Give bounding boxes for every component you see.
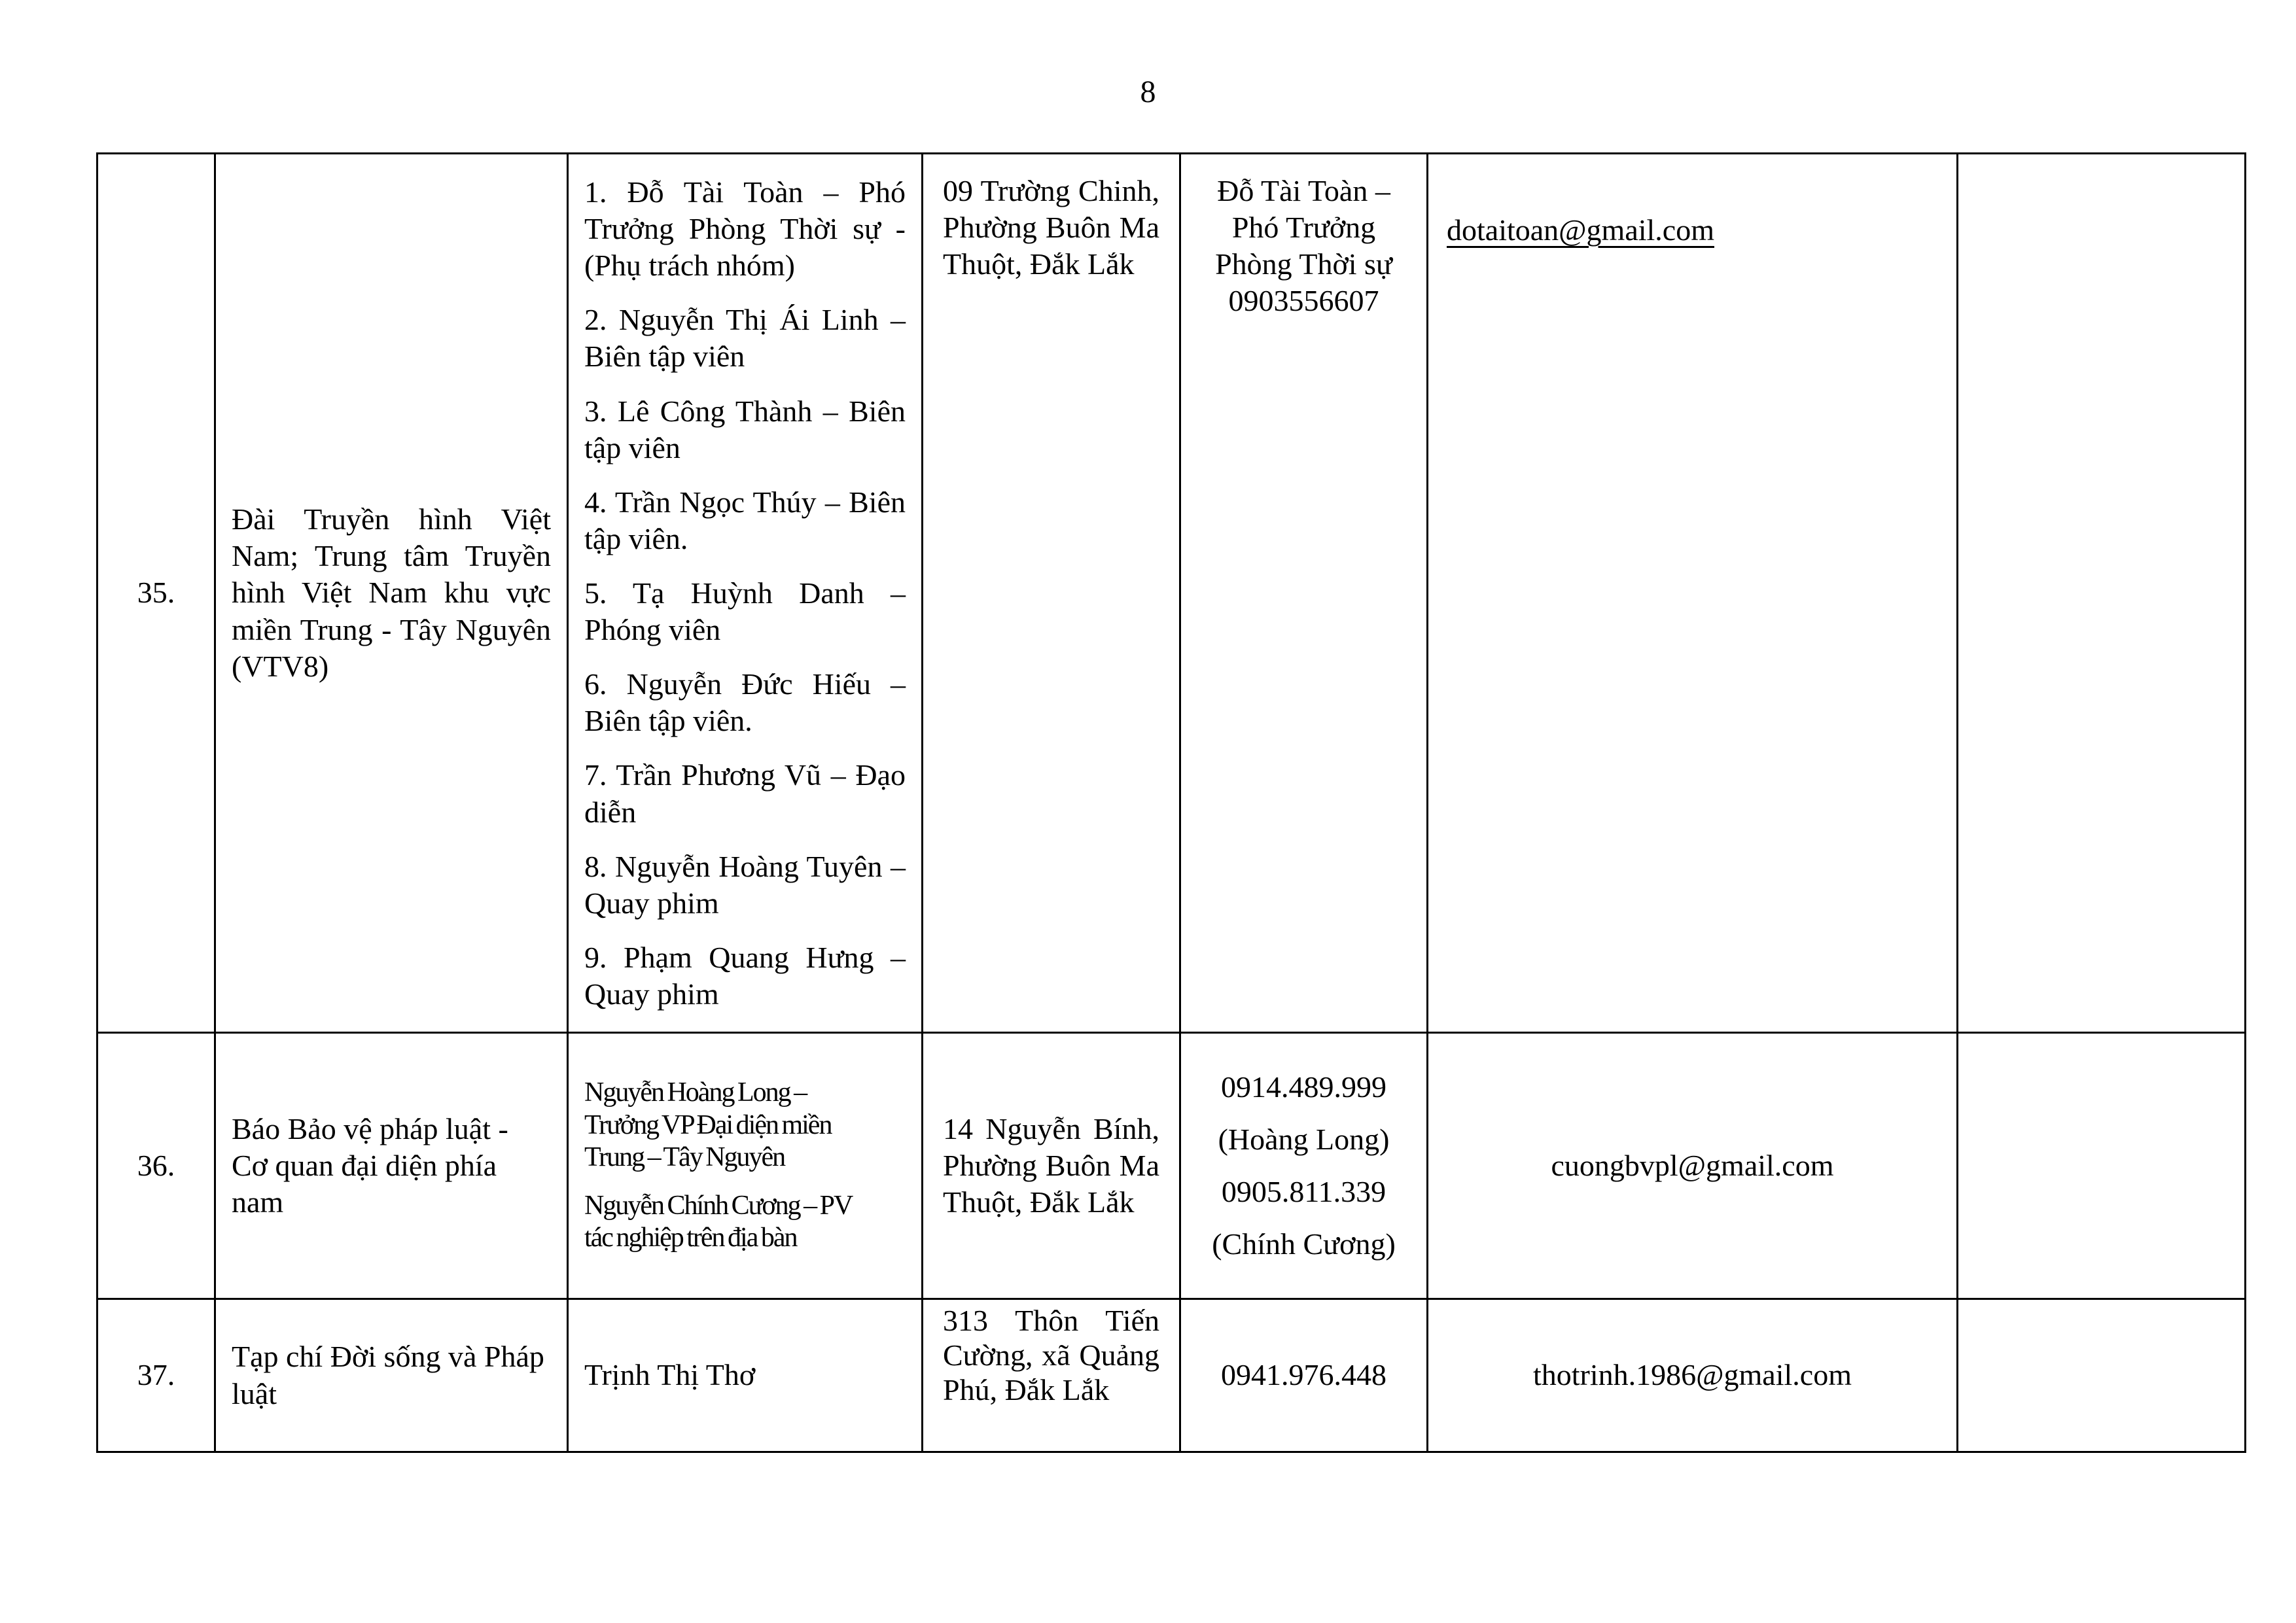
contact-cell [1180, 1033, 1428, 1299]
contact-cell [1180, 154, 1428, 1033]
row-number-cell: 35. [97, 154, 215, 1033]
table-row-36 [97, 1033, 2246, 1299]
email-text: thotrinh.1986@gmail.com [1533, 1358, 1852, 1392]
personnel-item: 6. Nguyễn Đức Hiếu – Biên tập viên. [584, 667, 906, 738]
personnel-cell [568, 154, 923, 1033]
row-number-cell: 36. [97, 1033, 215, 1299]
personnel-item: Trịnh Thị Thơ [584, 1358, 756, 1392]
personnel-item: 5. Tạ Huỳnh Danh – Phóng viên [584, 576, 906, 647]
contact-phone: 0903556607 [1228, 284, 1379, 318]
row-number-cell: 37. [97, 1299, 215, 1452]
notes-cell [1958, 154, 2246, 1033]
contact-person: (Chính Cương) [1212, 1227, 1396, 1261]
personnel-item: Nguyễn Hoàng Long – Trưởng VP Đại diện miền Trung – Tây Nguyên [584, 1077, 832, 1173]
contact-person: Đỗ Tài Toàn – Phó Trưởng Phòng Thời sự [1215, 174, 1392, 281]
personnel-item: 1. Đỗ Tài Toàn – Phó Trưởng Phòng Thời sự - (Phụ trách nhóm) [584, 175, 906, 283]
personnel-cell [568, 1299, 923, 1452]
personnel-cell [568, 1033, 923, 1299]
email-text: cuongbvpl@gmail.com [1551, 1148, 1834, 1182]
press-contacts-table [96, 152, 2246, 1453]
table-row-35 [97, 154, 2246, 1033]
page-number: 8 [1140, 75, 1156, 109]
personnel-item: 8. Nguyễn Hoàng Tuyên – Quay phim [584, 849, 906, 920]
personnel-item: 3. Lê Công Thành – Biên tập viên [584, 394, 906, 464]
personnel-item: Nguyễn Chính Cương – PV tác nghiệp trên địa bàn [584, 1190, 852, 1253]
address-cell: 313 Thôn Tiến Cường, xã Quảng Phú, Đắk Lắk [923, 1299, 1180, 1452]
email-cell [1428, 154, 1958, 1033]
notes-cell [1958, 1033, 2246, 1299]
personnel-item: 9. Phạm Quang Hưng – Quay phim [584, 940, 906, 1011]
personnel-item: 2. Nguyễn Thị Ái Linh – Biên tập viên [584, 303, 906, 374]
address-cell: 09 Trường Chinh, Phường Buôn Ma Thuột, Đắk Lắk [923, 154, 1180, 1033]
organization-cell: Đài Truyền hình Việt Nam; Trung tâm Truyền hình Việt Nam khu vực miền Trung - Tây Nguyên (VTV8) [215, 154, 568, 1033]
organization-cell: Tạp chí Đời sống và Pháp luật [215, 1299, 568, 1452]
personnel-item: 7. Trần Phương Vũ – Đạo diễn [584, 758, 906, 829]
personnel-item: 4. Trần Ngọc Thúy – Biên tập viên. [584, 485, 906, 555]
email-cell [1428, 1033, 1958, 1299]
contact-cell [1180, 1299, 1428, 1452]
table-row-37 [97, 1299, 2246, 1452]
address-cell: 14 Nguyễn Bính, Phường Buôn Ma Thuột, Đắk Lắk [923, 1033, 1180, 1299]
organization-cell: Báo Bảo vệ pháp luật - Cơ quan đại diện phía nam [215, 1033, 568, 1299]
contact-phone: 0914.489.999 [1221, 1070, 1386, 1104]
contact-person: (Hoàng Long) [1218, 1122, 1390, 1156]
email-link[interactable]: dotaitoan@gmail.com [1447, 213, 1714, 247]
contact-phone: 0941.976.448 [1221, 1358, 1386, 1392]
email-cell [1428, 1299, 1958, 1452]
contact-phone: 0905.811.339 [1221, 1175, 1386, 1208]
notes-cell [1958, 1299, 2246, 1452]
